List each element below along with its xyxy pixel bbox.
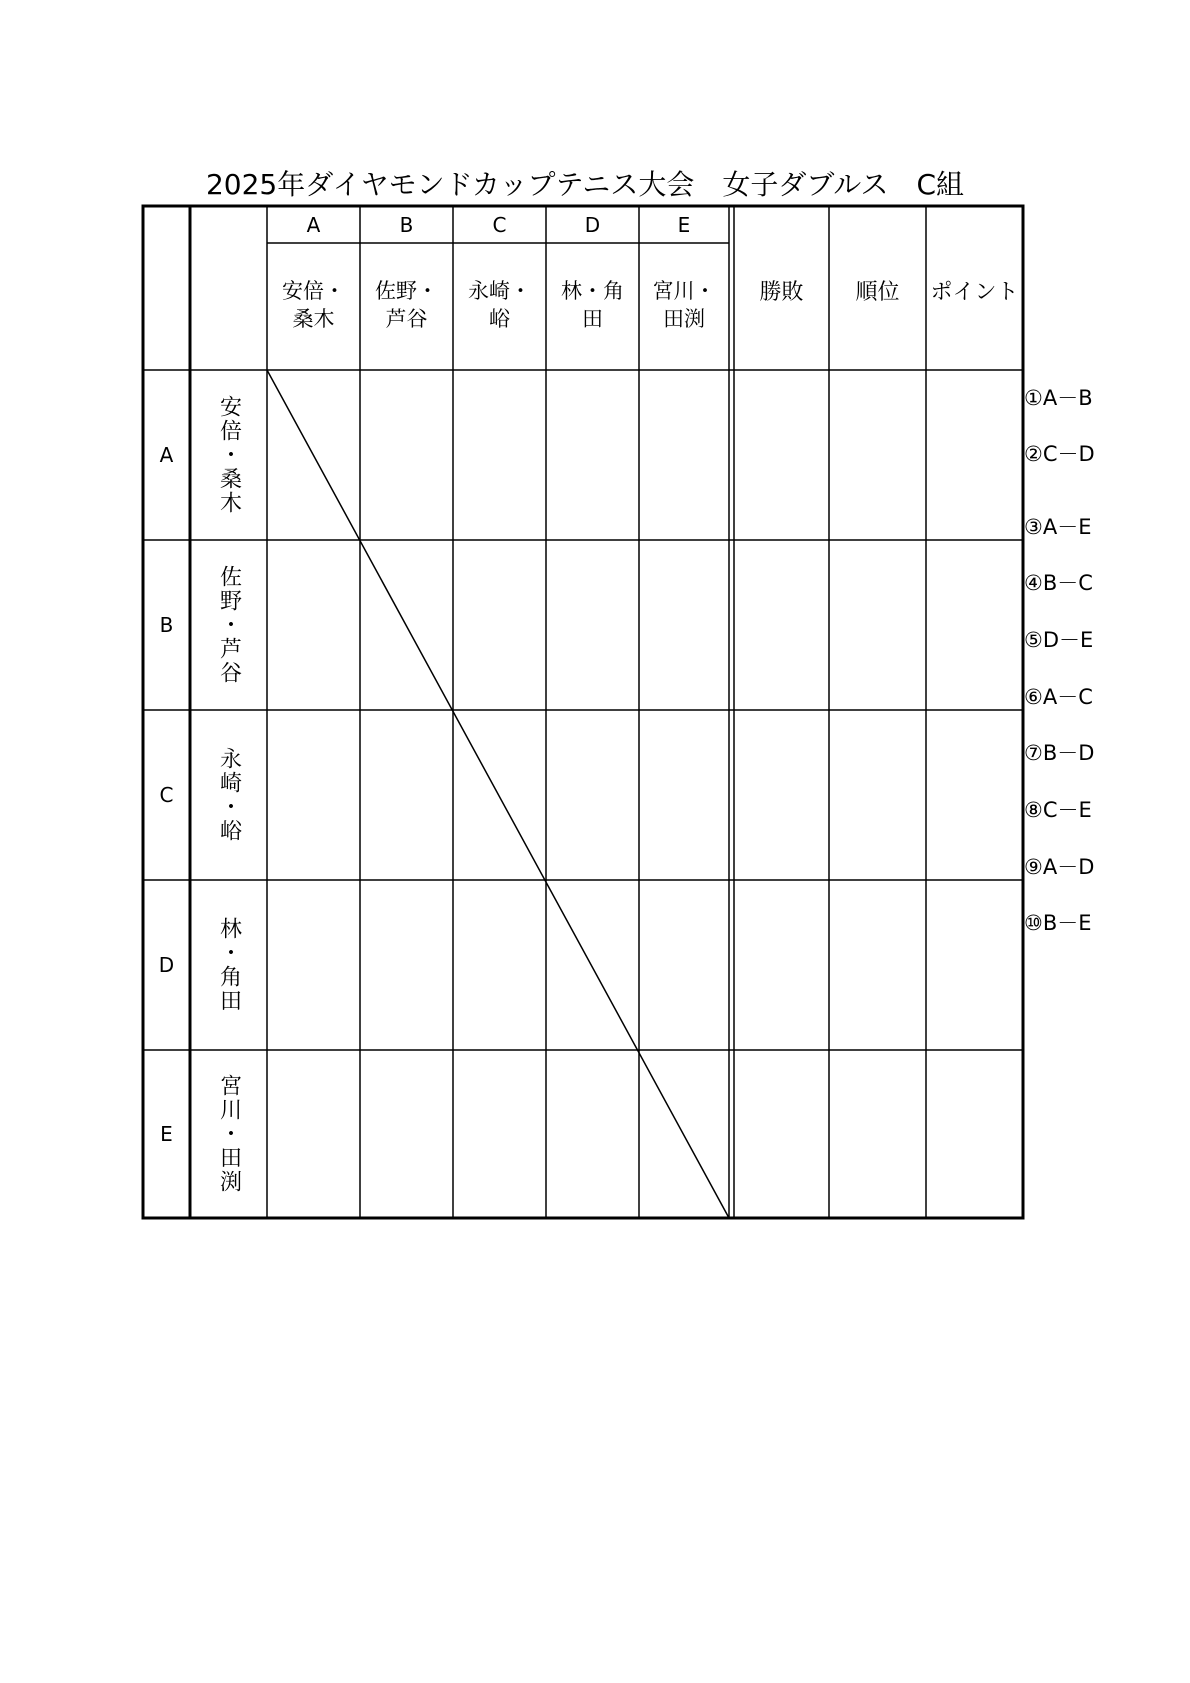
column-team-name: 佐野・ 芦谷 — [375, 279, 438, 331]
match-order-item: ④B－C — [1024, 571, 1093, 595]
match-order-item: ⑥A－C — [1024, 685, 1093, 709]
page-title: 2025年ダイヤモンドカップテニス大会 女子ダブルス C組 — [205, 168, 965, 201]
column-team-name: 安倍・ 桑木 — [282, 279, 345, 331]
match-order-item: ⑧C－E — [1024, 798, 1092, 822]
column-team-name: 宮川・ 田渕 — [652, 279, 716, 331]
row-letter: B — [159, 613, 174, 637]
match-order-item: ⑨A－D — [1024, 855, 1095, 879]
match-order-item: ②C－D — [1024, 442, 1095, 466]
match-order-item: ①A－B — [1024, 386, 1093, 410]
row-team-name: 永崎・峪 — [216, 747, 242, 843]
row-team-name: 宮川・田渕 — [216, 1074, 242, 1194]
diagonal-line — [267, 370, 729, 1218]
column-letter: B — [399, 212, 414, 237]
row-letter: A — [159, 443, 174, 467]
column-letter: D — [584, 212, 601, 237]
row-letter: D — [158, 953, 175, 977]
column-team-name: 林・角 田 — [561, 279, 624, 331]
column-letter: A — [306, 212, 321, 237]
row-letter: E — [160, 1122, 173, 1146]
row-letter: C — [159, 783, 174, 807]
row-team-name: 佐野・芦谷 — [216, 565, 242, 685]
column-letter: C — [492, 212, 507, 237]
row-team-name: 安倍・桑木 — [216, 395, 242, 515]
match-order-item: ⑩B－E — [1024, 911, 1092, 935]
row-team-name: 林・角田 — [216, 917, 242, 1013]
match-order-item: ⑤D－E — [1024, 628, 1094, 652]
match-order-item: ③A－E — [1024, 515, 1092, 539]
points-header: ポイント — [930, 279, 1019, 305]
rank-header: 順位 — [855, 279, 900, 305]
win-loss-header: 勝敗 — [759, 279, 804, 305]
column-team-name: 永崎・ 峪 — [468, 279, 531, 331]
match-order-item: ⑦B－D — [1024, 741, 1095, 765]
column-letter: E — [677, 212, 691, 237]
table-border — [143, 206, 1023, 1218]
